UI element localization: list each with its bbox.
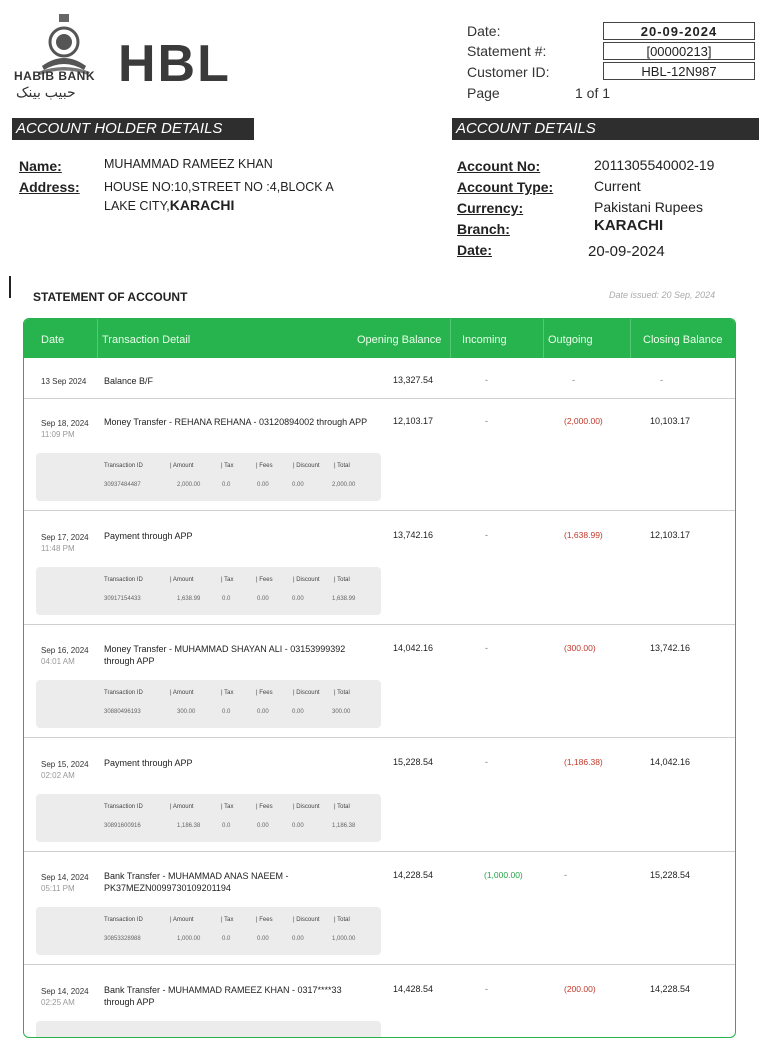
- breakdown-fees-label: | Fees: [256, 463, 273, 469]
- statement-value: [00000213]: [603, 42, 755, 60]
- address-city: KARACHI: [169, 197, 235, 213]
- account-section-title: ACCOUNT DETAILS: [452, 118, 759, 140]
- breakdown-header: [104, 804, 350, 810]
- row-outgoing: (300.00): [564, 643, 596, 653]
- breakdown-total-label: | Total: [334, 690, 350, 696]
- breakdown-discount-label: | Discount: [293, 577, 320, 583]
- breakdown-id-label: Transaction ID: [104, 804, 143, 810]
- breakdown-header: [104, 463, 350, 469]
- address-line1: HOUSE NO:10,STREET NO :4,BLOCK A: [104, 180, 334, 194]
- transaction-breakdown: [36, 794, 381, 842]
- row-closing: 14,228.54: [650, 984, 691, 994]
- breakdown-discount-label: | Discount: [293, 917, 320, 923]
- customer-id-label: Customer ID:: [467, 64, 550, 80]
- row-incoming: -: [485, 530, 488, 540]
- breakdown-tax: 0.0: [222, 596, 231, 602]
- customer-id-value: HBL-12N987: [603, 62, 755, 80]
- breakdown-tax-label: | Tax: [221, 463, 234, 469]
- account-no-label: Account No:: [457, 158, 541, 174]
- row-time: 04:01 AM: [41, 657, 75, 666]
- breakdown-id-label: Transaction ID: [104, 463, 143, 469]
- breakdown-fees-label: | Fees: [256, 804, 273, 810]
- breakdown-values: [104, 596, 355, 602]
- breakdown-amount: 300.00: [177, 709, 196, 715]
- row-incoming: (1,000.00): [484, 870, 523, 880]
- row-detail: Payment through APP: [104, 758, 193, 768]
- breakdown-fees: 0.00: [257, 482, 269, 488]
- row-separator: [24, 964, 736, 965]
- row-separator: [24, 737, 736, 738]
- breakdown-id: 30891600916: [104, 823, 141, 829]
- breakdown-total: 1,638.99: [332, 596, 356, 602]
- breakdown-id-label: Transaction ID: [104, 577, 143, 583]
- branch-value: KARACHI: [594, 217, 664, 234]
- row-detail: Payment through APP: [104, 531, 193, 541]
- row-opening: 13,742.16: [393, 530, 434, 540]
- breakdown-id: 30917154433: [104, 596, 141, 602]
- breakdown-tax-label: | Tax: [221, 577, 234, 583]
- breakdown-amount: 1,638.99: [177, 596, 201, 602]
- row-separator: [24, 851, 736, 852]
- header-divider: [543, 319, 544, 358]
- row-date: [41, 872, 89, 894]
- name-label: Name:: [19, 158, 62, 174]
- hbl-logo: HBL: [118, 35, 231, 93]
- row-date-day: Sep 15, 2024: [41, 760, 89, 769]
- breakdown-fees-label: | Fees: [256, 577, 273, 583]
- row-outgoing: (1,638.99): [564, 530, 603, 540]
- row-opening: 14,228.54: [393, 870, 434, 880]
- breakdown-total: 1,000.00: [332, 936, 356, 942]
- row-outgoing: -: [564, 870, 567, 880]
- row-time: 11:48 PM: [41, 544, 75, 553]
- row-date-day: Sep 14, 2024: [41, 873, 89, 882]
- account-no-value: 2011305540002-19: [594, 157, 715, 173]
- bf-outgoing: -: [572, 375, 575, 385]
- breakdown-fees-label: | Fees: [256, 917, 273, 923]
- date-issued: Date issued: 20 Sep, 2024: [609, 290, 716, 300]
- bf-closing: -: [660, 375, 663, 385]
- row-outgoing: (200.00): [564, 984, 596, 994]
- breakdown-tax-label: | Tax: [221, 804, 234, 810]
- bf-opening: 13,327.54: [393, 375, 434, 385]
- holder-name: MUHAMMAD RAMEEZ KHAN: [104, 157, 273, 171]
- header-incoming: Incoming: [462, 334, 507, 346]
- breakdown-total: 300.00: [332, 709, 351, 715]
- margin-mark: [9, 276, 11, 298]
- account-date-label: Date:: [457, 242, 493, 258]
- breakdown-tax: 0.0: [222, 482, 231, 488]
- row-date-day: Sep 18, 2024: [41, 419, 89, 428]
- breakdown-id: 30853328988: [104, 936, 141, 942]
- bank-name-urdu: حبیب بینک: [16, 84, 76, 100]
- breakdown-tax: 0.0: [222, 709, 231, 715]
- row-separator: [24, 510, 736, 511]
- header-date: Date: [41, 334, 65, 346]
- account-type-label: Account Type:: [457, 179, 554, 195]
- row-time: 02:02 AM: [41, 771, 75, 780]
- breakdown-total: 2,000.00: [332, 482, 356, 488]
- breakdown-id-label: Transaction ID: [104, 690, 143, 696]
- breakdown-amount: 1,000.00: [177, 936, 201, 942]
- header-divider: [630, 319, 631, 358]
- row-opening: 12,103.17: [393, 416, 434, 426]
- breakdown-total-label: | Total: [334, 463, 350, 469]
- row-detail: Bank Transfer - MUHAMMAD ANAS NAEEM - PK37MEZN0099730109201194: [104, 871, 289, 893]
- row-opening: 15,228.54: [393, 757, 434, 767]
- breakdown-tax-label: | Tax: [221, 917, 234, 923]
- transaction-breakdown: [36, 453, 381, 501]
- page-label: Page: [467, 85, 500, 101]
- row-incoming: -: [485, 643, 488, 653]
- breakdown-total-label: | Total: [334, 804, 350, 810]
- row-opening: 14,428.54: [393, 984, 434, 994]
- row-date: [41, 759, 89, 781]
- account-date-value: 20-09-2024: [588, 243, 665, 260]
- row-date-day: Sep 14, 2024: [41, 987, 89, 996]
- address-line2: [104, 197, 234, 213]
- currency-label: Currency:: [457, 200, 524, 216]
- breakdown-header: [104, 917, 350, 923]
- breakdown-amount-label: | Amount: [170, 577, 194, 583]
- breakdown-discount: 0.00: [292, 709, 304, 715]
- row-incoming: -: [485, 416, 488, 426]
- bf-date: 13 Sep 2024: [41, 377, 87, 386]
- transaction-breakdown: [36, 907, 381, 955]
- statement-table: [23, 318, 736, 1038]
- breakdown-fees: 0.00: [257, 936, 269, 942]
- transaction-breakdown: [36, 680, 381, 728]
- row-detail: Money Transfer - MUHAMMAD SHAYAN ALI - 03153999392 through APP: [104, 644, 346, 666]
- address-label: Address:: [19, 179, 80, 195]
- breakdown-total: 1,186.38: [332, 823, 356, 829]
- breakdown-amount-label: | Amount: [170, 690, 194, 696]
- breakdown-amount-label: | Amount: [170, 917, 194, 923]
- header-detail: Transaction Detail: [102, 334, 191, 346]
- row-time: 02:25 AM: [41, 998, 75, 1007]
- header-closing: Closing Balance: [643, 334, 723, 346]
- row-incoming: -: [485, 757, 488, 767]
- breakdown-header: [104, 577, 350, 583]
- breakdown-fees: 0.00: [257, 596, 269, 602]
- breakdown-total-label: | Total: [334, 577, 350, 583]
- address-line2-prefix: LAKE CITY,: [104, 199, 170, 213]
- holder-section-title: ACCOUNT HOLDER DETAILS: [12, 118, 254, 140]
- row-date-day: Sep 17, 2024: [41, 533, 89, 542]
- row-closing: 14,042.16: [650, 757, 691, 767]
- bf-detail: Balance B/F: [104, 376, 154, 386]
- breakdown-amount-label: | Amount: [170, 804, 194, 810]
- breakdown-tax-label: | Tax: [221, 690, 234, 696]
- breakdown-values: [104, 709, 350, 715]
- branch-label: Branch:: [457, 221, 510, 237]
- row-date: [41, 532, 89, 554]
- row-outgoing: (1,186.38): [564, 757, 603, 767]
- row-time: 05:11 PM: [41, 884, 75, 893]
- row-closing: 12,103.17: [650, 530, 691, 540]
- page-value: 1 of 1: [575, 85, 611, 101]
- row-date-day: Sep 16, 2024: [41, 646, 89, 655]
- row-date: [41, 418, 89, 440]
- date-value: 20-09-2024: [603, 22, 755, 40]
- breakdown-fees: 0.00: [257, 823, 269, 829]
- transaction-breakdown: [36, 567, 381, 615]
- breakdown-discount-label: | Discount: [293, 804, 320, 810]
- row-separator: [24, 398, 736, 399]
- breakdown-id: 30937484487: [104, 482, 141, 488]
- row-outgoing: (2,000.00): [564, 416, 603, 426]
- account-type-value: Current: [594, 178, 641, 194]
- row-closing: 13,742.16: [650, 643, 691, 653]
- row-opening: 14,042.16: [393, 643, 434, 653]
- statement-title: STATEMENT OF ACCOUNT: [33, 290, 188, 304]
- breakdown-id-label: Transaction ID: [104, 917, 143, 923]
- breakdown-discount: 0.00: [292, 596, 304, 602]
- header-divider: [450, 319, 451, 358]
- breakdown-amount-label: | Amount: [170, 463, 194, 469]
- breakdown-discount: 0.00: [292, 482, 304, 488]
- breakdown-tax: 0.0: [222, 823, 231, 829]
- row-separator: [24, 624, 736, 625]
- breakdown-values: [104, 823, 355, 829]
- breakdown-amount: 2,000.00: [177, 482, 201, 488]
- row-incoming: -: [485, 984, 488, 994]
- currency-value: Pakistani Rupees: [594, 199, 703, 215]
- row-detail: Money Transfer - REHANA REHANA - 03120894002 through APP: [104, 417, 368, 427]
- bf-incoming: -: [485, 375, 488, 385]
- row-closing: 10,103.17: [650, 416, 691, 426]
- row-date: [41, 645, 89, 667]
- breakdown-id: 30880496193: [104, 709, 141, 715]
- row-time: 11:09 PM: [41, 430, 75, 439]
- breakdown-tax: 0.0: [222, 936, 231, 942]
- header-divider: [97, 319, 98, 358]
- date-label: Date:: [467, 23, 501, 39]
- row-date: [41, 986, 89, 1008]
- header-opening: Opening Balance: [357, 334, 442, 346]
- bank-name: HABIB BANK: [14, 69, 95, 83]
- breakdown-discount: 0.00: [292, 823, 304, 829]
- statement-label: Statement #:: [467, 43, 547, 59]
- breakdown-discount: 0.00: [292, 936, 304, 942]
- breakdown-fees-label: | Fees: [256, 690, 273, 696]
- row-closing: 15,228.54: [650, 870, 691, 880]
- breakdown-amount: 1,186.38: [177, 823, 201, 829]
- breakdown-values: [104, 482, 355, 488]
- row-detail: Bank Transfer - MUHAMMAD RAMEEZ KHAN - 0317****33 through APP: [104, 985, 342, 1007]
- table-header: [24, 319, 736, 358]
- breakdown-fees: 0.00: [257, 709, 269, 715]
- breakdown-discount-label: | Discount: [293, 463, 320, 469]
- breakdown-discount-label: | Discount: [293, 690, 320, 696]
- breakdown-values: [104, 936, 355, 942]
- header-outgoing: Outgoing: [548, 334, 593, 346]
- breakdown-header: [104, 690, 350, 696]
- breakdown-total-label: | Total: [334, 917, 350, 923]
